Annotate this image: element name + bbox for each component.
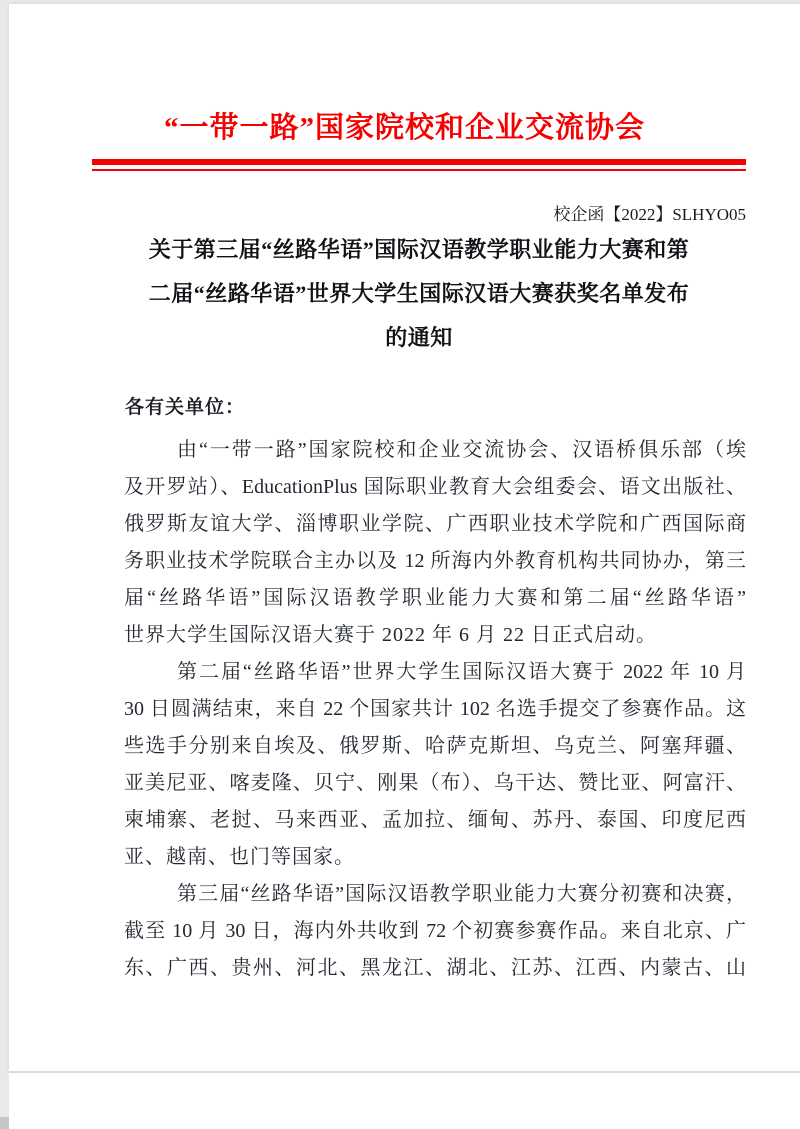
document-title-line: 的通知	[385, 325, 453, 350]
body-line: 俄罗斯友谊大学、淄博职业学院、广西职业技术学院和广西国际商	[124, 513, 746, 535]
paragraph	[124, 654, 746, 876]
body-line: 第二届“丝路华语”世界大学生国际汉语大赛于 2022 年 10 月	[177, 661, 746, 683]
body-line: 亚美尼亚、喀麦隆、贝宁、刚果（布）、乌干达、赞比亚、阿富汗、	[124, 772, 746, 794]
body-line: 东、广西、贵州、河北、黑龙江、湖北、江苏、江西、内蒙古、山	[124, 957, 746, 979]
document-reference-number: 校企函【2022】SLHYO05	[553, 205, 746, 224]
document-body	[124, 432, 746, 987]
salutation: 各有关单位：	[125, 397, 246, 418]
body-line: 第三届“丝路华语”国际汉语教学职业能力大赛分初赛和决赛，	[177, 883, 746, 905]
document-page-2-top	[9, 1073, 800, 1129]
body-line: 截至 10 月 30 日，海内外共收到 72 个初赛参赛作品。来自北京、广	[124, 920, 746, 942]
body-line: 些选手分别来自埃及、俄罗斯、哈萨克斯坦、乌克兰、阿塞拜疆、	[124, 735, 746, 757]
body-line: 世界大学生国际汉语大赛于 2022 年 6 月 22 日正式启动。	[124, 624, 657, 646]
body-line: 由“一带一路”国家院校和企业交流协会、汉语桥俱乐部（埃	[177, 439, 746, 461]
body-line: 务职业技术学院联合主办以及 12 所海内外教育机构共同协办，第三	[124, 550, 746, 572]
document-title-line: 二届“丝路华语”世界大学生国际汉语大赛获奖名单发布	[148, 281, 690, 306]
letterhead-divider-thin-bar	[92, 169, 746, 171]
document-title	[92, 228, 746, 360]
paragraph	[124, 876, 746, 987]
letterhead-association-name: “一带一路”国家院校和企业交流协会	[163, 112, 645, 144]
body-line: 30 日圆满结束，来自 22 个国家共计 102 名选手提交了参赛作品。这	[124, 698, 746, 720]
viewport-corner-shade	[0, 1117, 9, 1129]
body-line: 亚、越南、也门等国家。	[124, 846, 355, 868]
body-line: 届“丝路华语”国际汉语教学职业能力大赛和第二届“丝路华语”	[124, 587, 746, 609]
document-title-line: 关于第三届“丝路华语”国际汉语教学职业能力大赛和第	[148, 237, 690, 262]
letterhead-divider-thick-bar	[92, 159, 746, 165]
paragraph	[124, 432, 746, 654]
body-line: 及开罗站）、EducationPlus 国际职业教育大会组委会、语文出版社、	[124, 476, 746, 498]
body-line: 柬埔寨、老挝、马来西亚、孟加拉、缅甸、苏丹、泰国、印度尼西	[124, 809, 746, 831]
letterhead-divider	[92, 159, 746, 174]
document-page-1	[9, 4, 800, 1071]
